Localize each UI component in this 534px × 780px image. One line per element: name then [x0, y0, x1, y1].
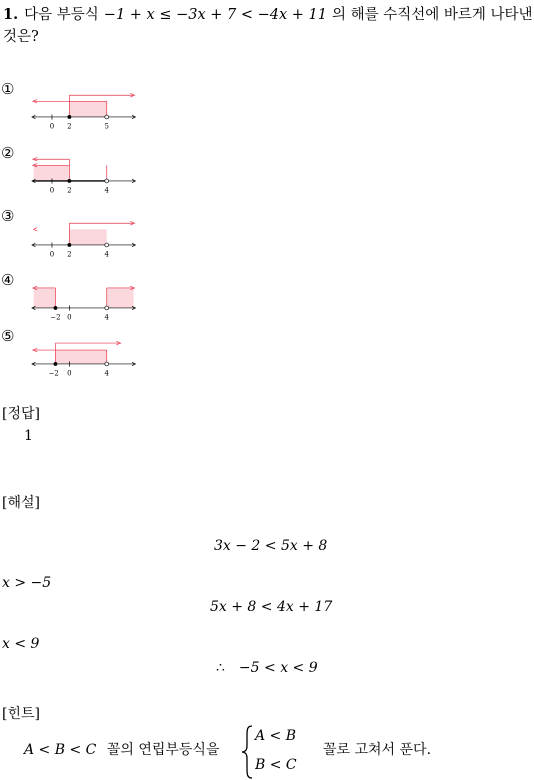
- question-line-1: [3, 3, 533, 24]
- hint-text: 꼴의 연립부등식을: [106, 742, 220, 758]
- answer-value: 1: [24, 428, 33, 444]
- tick-label: 4: [104, 250, 109, 259]
- closed-dot: [67, 243, 71, 247]
- closed-dot: [67, 179, 71, 183]
- question-inequality: −1 + x ≤ −3x + 7 < −4x + 11: [103, 7, 327, 23]
- final-answer: −5 < x < 9: [238, 660, 318, 676]
- tick-label: 2: [67, 186, 72, 195]
- tick-label: 0: [67, 369, 72, 378]
- option-1-number-line[interactable]: [20, 90, 150, 130]
- tick-label: −2: [50, 313, 61, 322]
- solution-equation-2: 5x + 8 < 4x + 17: [210, 599, 333, 615]
- open-dot: [105, 179, 109, 183]
- open-dot: [105, 362, 109, 366]
- solution-result-2: x < 9: [2, 636, 40, 652]
- open-dot: [105, 243, 109, 247]
- option-3-label[interactable]: ③: [1, 207, 15, 225]
- answer-heading: [정답]: [2, 406, 40, 422]
- open-dot: [105, 306, 109, 310]
- open-dot: [105, 115, 109, 119]
- option-4-label[interactable]: ④: [1, 271, 15, 289]
- option-2-number-line[interactable]: [20, 154, 150, 194]
- option-5-number-line[interactable]: [20, 337, 150, 377]
- hint-math: A < B < C: [24, 742, 97, 758]
- tick-label: 4: [104, 369, 109, 378]
- hint-line: [24, 739, 219, 759]
- question-line-2: 것은?: [3, 29, 39, 45]
- left-brace: [240, 724, 254, 780]
- solution-heading: [해설]: [2, 495, 40, 511]
- question-text: 다음 부등식: [24, 7, 99, 23]
- closed-dot: [67, 115, 71, 119]
- option-4-number-line[interactable]: [20, 281, 150, 321]
- question-text-tail: 의 해를 수직선에 바르게 나타낸: [331, 7, 533, 23]
- option-3-number-line[interactable]: [20, 218, 150, 258]
- closed-dot: [54, 306, 58, 310]
- region-fill: [69, 101, 106, 117]
- therefore-symbol: ∴: [216, 660, 225, 676]
- tick-label: 2: [67, 122, 72, 131]
- option-5-label[interactable]: ⑤: [1, 327, 15, 345]
- option-2-label[interactable]: ②: [1, 144, 15, 162]
- tick-label: 4: [104, 186, 109, 195]
- solution-final: [216, 660, 318, 676]
- question-number: 1.: [3, 6, 19, 23]
- region-fill: [107, 288, 134, 308]
- tick-label: 5: [104, 122, 109, 131]
- region-fill: [34, 288, 56, 308]
- option-1-label[interactable]: ①: [1, 80, 15, 98]
- solution-result-1: x > −5: [2, 575, 52, 591]
- tick-label: 0: [49, 250, 55, 259]
- hint-row-1: A < B: [255, 728, 297, 744]
- hint-system: [240, 724, 310, 780]
- region-fill: [55, 350, 106, 364]
- tick-label: 4: [104, 313, 109, 322]
- hint-row-2: B < C: [255, 757, 297, 773]
- solution-equation-1: 3x − 2 < 5x + 8: [214, 538, 328, 554]
- tick-label: −2: [48, 369, 59, 378]
- arrow-head-left: [34, 228, 37, 231]
- region-fill: [69, 229, 106, 245]
- hint-heading: [힌트]: [2, 706, 40, 722]
- region-fill: [34, 165, 70, 181]
- tick-label: 0: [49, 186, 55, 195]
- tick-label: 2: [67, 250, 72, 259]
- hint-tail: 꼴로 고쳐서 푼다.: [323, 742, 432, 758]
- tick-label: 0: [67, 313, 72, 322]
- closed-dot: [54, 362, 58, 366]
- tick-label: 0: [49, 122, 55, 131]
